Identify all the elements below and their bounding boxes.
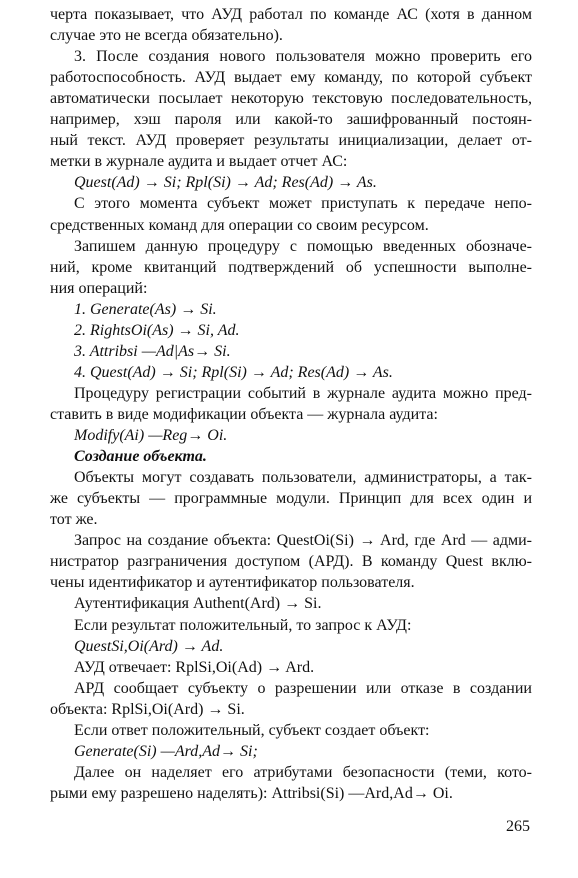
formula-line: 4. Quest(Ad) → Si; Rpl(Si) → Ad; Res(Ad) → As. — [74, 363, 393, 381]
text-line: ный текст. АУД проверяет результаты инициализации, делает от- — [50, 132, 532, 150]
formula-line: 3. Attribsi —Ad|As→ Si. — [74, 342, 231, 360]
text-line: Аутентификация Authent(Ard) → Si. — [74, 595, 322, 613]
text-line: Запрос на создание объекта: QuestOi(Si) → Ard, где Ard — адми- — [74, 532, 532, 550]
page-number: 265 — [506, 818, 530, 835]
text-line: например, хэш пароля или какой-то зашифрованный постоян- — [50, 111, 532, 129]
text-line: нистратор разграничения доступом (АРД). В команду Quest вклю- — [50, 553, 532, 571]
formula-line: Generate(Si) —Ard,Ad→ Si; — [74, 742, 258, 760]
text-line: ставить в виде модификации объекта — журнала аудита: — [50, 406, 438, 423]
formula-line: Quest(Ad) → Si; Rpl(Si) → Ad; Res(Ad) → As. — [74, 174, 377, 192]
text-line: 3. После создания нового пользователя можно проверить его — [74, 48, 532, 66]
text-line: ния операций: — [50, 279, 148, 297]
formula-line: 1. Generate(As) → Si. — [74, 300, 217, 318]
text-line: Объекты могут создавать пользователи, администраторы, а так- — [74, 469, 532, 487]
text-line: чены идентификатор и аутентификатор пользователя. — [50, 574, 415, 592]
text-line: Если результат положительный, то запрос к АУД: — [74, 616, 412, 634]
text-line: Далее он наделяет его атрибутами безопасности (теми, кото- — [74, 763, 532, 781]
text-line: объекта: RplSi,Oi(Ard) → Si. — [50, 700, 245, 718]
text-line: Процедуру регистрации событий в журнале аудита можно пред- — [74, 384, 532, 402]
text-line: АРД сообщает субъекту о разрешении или отказе в создании — [74, 679, 532, 697]
formula-line: Modify(Ai) —Reg→ Oi. — [74, 427, 228, 445]
text-line: автоматически посылает некоторую текстовую последовательность, — [50, 90, 532, 108]
text-line: же субъекты — программные модули. Принцип для всех один и — [50, 490, 532, 508]
text-line: средственных команд для операции со своим ресурсом. — [50, 216, 429, 234]
text-line: Если ответ положительный, субъект создает объект: — [74, 721, 430, 739]
text-line: случае это не всегда обязательно). — [50, 27, 283, 45]
text-line: черта показывает, что АУД работал по команде АС (хотя в данном — [50, 6, 532, 23]
text-line: АУД отвечает: RplSi,Oi(Ad) → Ard. — [74, 658, 315, 676]
text-line: С этого момента субъект может приступать к передаче непо- — [74, 195, 532, 213]
section-heading: Создание объекта. — [74, 448, 207, 466]
text-line: рыми ему разрешено наделять): Attribsi(Si) —Ard,Ad→ Oi. — [50, 784, 453, 802]
formula-line: 2. RightsOi(As) → Si, Ad. — [74, 321, 240, 339]
text-line: ний, кроме квитанций подтверждений об успешности выполне- — [50, 258, 532, 276]
text-line: Запишем данную процедуру с помощью введенных обозначе- — [74, 237, 532, 255]
text-line: работоспособность. АУД выдает ему команду, по которой субъект — [50, 69, 532, 87]
text-line: тот же. — [50, 511, 98, 529]
text-line: метки в журнале аудита и выдает отчет АС: — [50, 153, 348, 171]
formula-line: QuestSi,Oi(Ard) → Ad. — [74, 637, 224, 655]
